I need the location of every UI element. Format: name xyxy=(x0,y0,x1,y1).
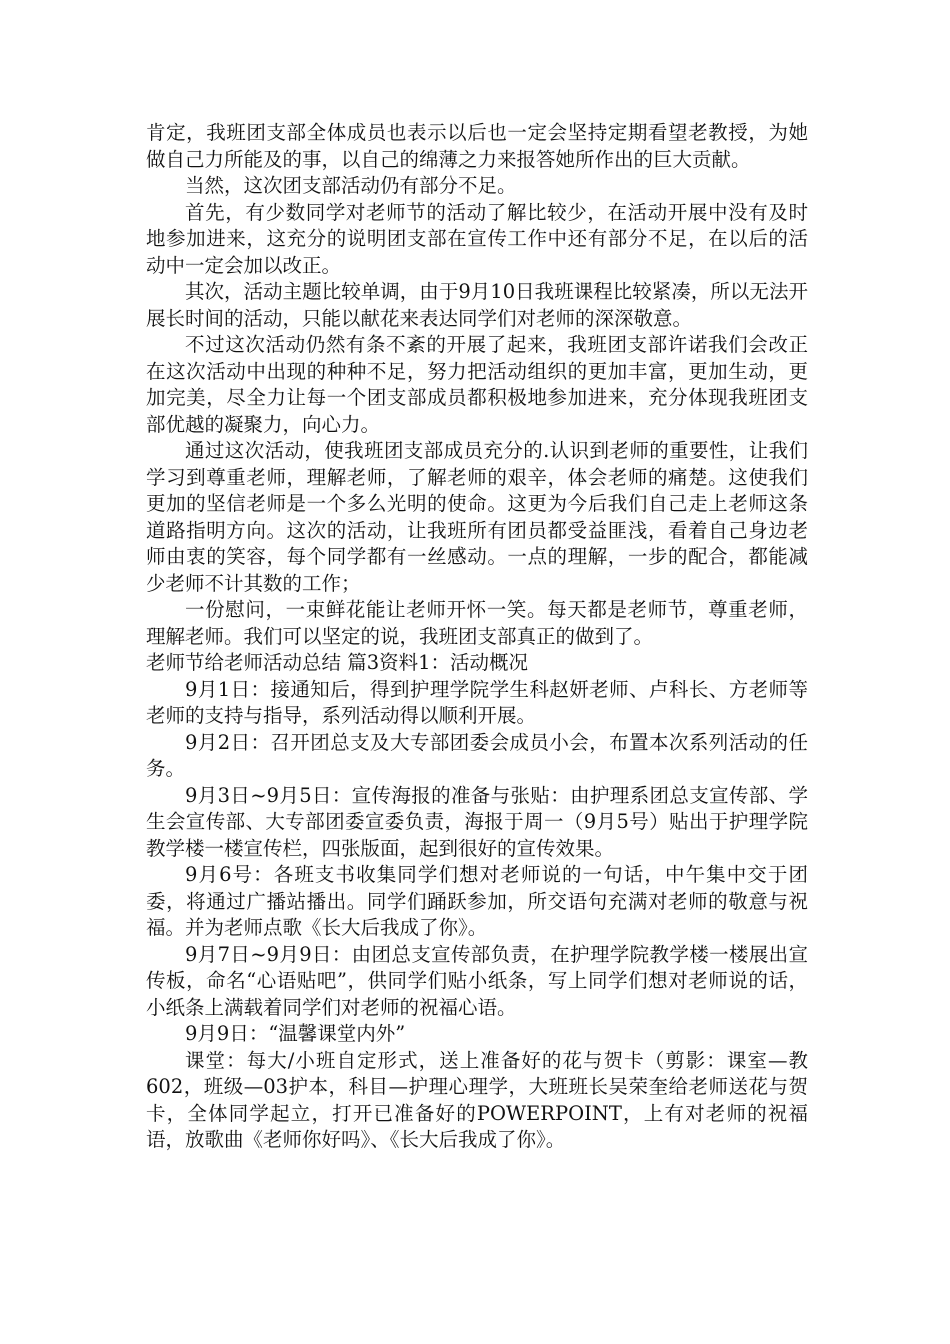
paragraph: 通过这次活动，使我班团支部成员充分的.认识到老师的重要性，让我们学习到尊重老师，理解老师，了解老师的艰辛，体会老师的痛楚。这使我们更加的坚信老师是一个多么光明的使命。这更为今后我们自己走上老师这条道路指明方向。这次的活动，让我班所有团员都受益匪浅，看着自己身边老师由衷的笑容，每个同学都有一丝感动。一点的理解，一步的配合，都能减少老师不计其数的工作； xyxy=(146,439,808,595)
paragraph: 首先，有少数同学对老师节的活动了解比较少，在活动开展中没有及时地参加进来，这充分的说明团支部在宣传工作中还有部分不足，在以后的活动中一定会加以改正。 xyxy=(146,200,808,277)
paragraph: 不过这次活动仍然有条不紊的开展了起来，我班团支部许诺我们会改正在这次活动中出现的种种不足，努力把活动组织的更加丰富，更加生动，更加完美，尽全力让每一个团支部成员都积极地参加进来，充分体现我班团支部优越的凝聚力，向心力。 xyxy=(146,333,808,436)
paragraph: 9月9日：“温馨课堂内外” xyxy=(185,1022,406,1045)
paragraph: 老师节给老师活动总结 篇3资料1：活动概况 xyxy=(146,651,529,674)
paragraph: 9月1日：接通知后，得到护理学院学生科赵妍老师、卢科长、方老师等老师的支持与指导，系列活动得以顺利开展。 xyxy=(146,677,808,727)
paragraph: 其次，活动主题比较单调，由于9月10日我班课程比较紧凑，所以无法开展长时间的活动，只能以献花来表达同学们对老师的深深敬意。 xyxy=(146,280,808,330)
paragraph: 9月6号：各班支书收集同学们想对老师说的一句话，中午集中交于团委，将通过广播站播出。同学们踊跃参加，所交语句充满对老师的敬意与祝福。并为老师点歌《长大后我成了你》。 xyxy=(146,863,808,939)
paragraph: 当然，这次团支部活动仍有部分不足。 xyxy=(185,174,517,197)
paragraph: 9月2日：召开团总支及大专部团委会成员小会，布置本次系列活动的任务。 xyxy=(146,730,808,780)
paragraph: 9月3日~9月5日：宣传海报的准备与张贴：由护理系团总支宣传部、学生会宣传部、大专部团委宣委负责，海报于周一（9月5号）贴出于护理学院教学楼一楼宣传栏，四张版面，起到很好的宣传效果。 xyxy=(146,783,808,860)
paragraph: 9月7日~9月9日：由团总支宣传部负责，在护理学院教学楼一楼展出宣传板，命名“心语贴吧”，供同学们贴小纸条，写上同学们想对老师说的话，小纸条上满载着同学们对老师的祝福心语。 xyxy=(146,942,808,1019)
paragraph: 肯定，我班团支部全体成员也表示以后也一定会坚持定期看望老教授，为她做自己力所能及的事，以自己的绵薄之力来报答她所作出的巨大贡献。 xyxy=(146,121,808,171)
document-page xyxy=(146,120,808,1154)
paragraph: 一份慰问，一束鲜花能让老师开怀一笑。每天都是老师节，尊重老师，理解老师。我们可以坚定的说，我班团支部真正的做到了。 xyxy=(146,598,808,648)
paragraph: 课堂：每大/小班自定形式，送上准备好的花与贺卡（剪影：课室—教602，班级—03护本，科目—护理心理学，大班班长吴荣奎给老师送花与贺卡，全体同学起立，打开已准备好的POWERPOINT，上有对老师的祝福语，放歌曲《老师你好吗》、《长大后我成了你》。 xyxy=(146,1048,808,1151)
